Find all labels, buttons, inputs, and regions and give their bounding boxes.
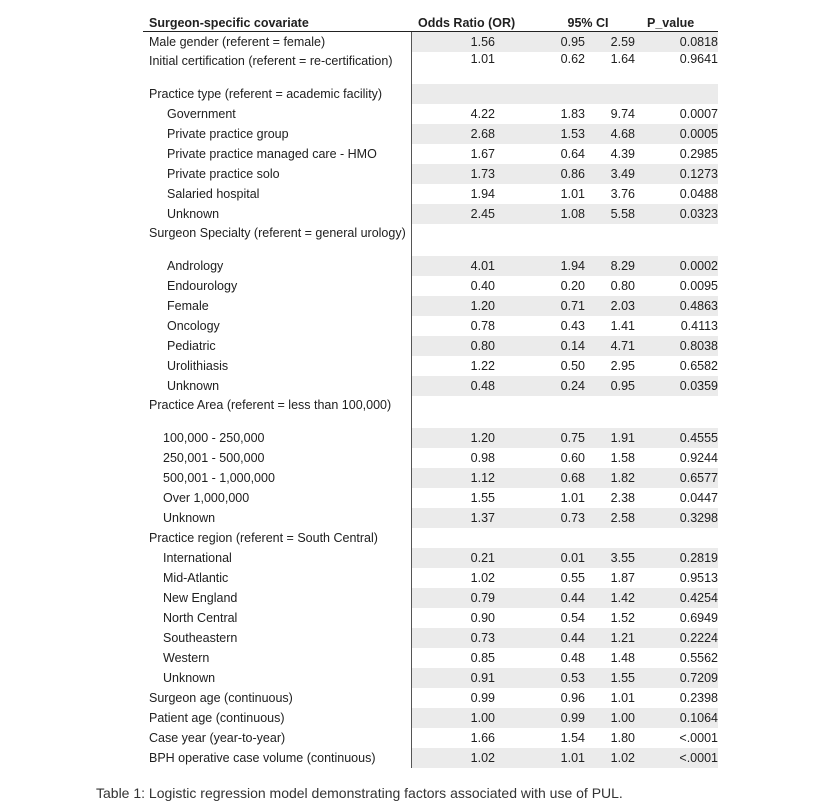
table-row [143,448,718,468]
ci-lower-cell: 0.01 [560,551,585,565]
p-value-cell [635,224,718,244]
odds-ratio-cell: 2.45 [470,207,495,221]
ci-lower-cell: 0.71 [560,299,585,313]
ci-upper-cell: 1.64 [610,52,635,66]
table-row [143,708,718,728]
ci-lower-cell: 0.95 [560,35,585,49]
table-row [143,164,718,184]
odds-ratio-cell: 0.85 [470,651,495,665]
table-row [143,588,718,608]
ci-upper-cell [585,224,635,244]
covariate-label: BPH operative case volume (continuous) [149,751,376,765]
p-value-cell [635,528,718,548]
p-value-cell: 0.4254 [679,591,718,605]
covariate-label: Southeastern [163,631,238,645]
ci-lower-cell: 0.64 [560,147,585,161]
ci-upper-cell: 1.80 [610,731,635,745]
odds-ratio-cell: 0.90 [470,611,495,625]
value-cells [412,488,718,508]
header-p-value: P_value [647,16,695,30]
covariate-label: Oncology [167,319,220,333]
table-body [143,32,718,768]
ci-lower-cell: 1.94 [560,259,585,273]
ci-lower-cell: 0.68 [560,471,585,485]
odds-ratio-cell: 0.80 [470,339,495,353]
p-value-cell: 0.0818 [679,35,718,49]
covariate-label: Initial certification (referent = re-certification) [149,54,393,68]
table-row [143,548,718,568]
value-cells [412,164,718,184]
ci-lower-cell: 0.60 [560,451,585,465]
covariate-label: Unknown [163,511,216,525]
ci-upper-cell: 1.82 [610,471,635,485]
value-cells [412,184,718,204]
table-row [143,528,718,548]
p-value-cell: 0.3298 [679,511,718,525]
table-row [143,468,718,488]
odds-ratio-cell: 1.12 [470,471,495,485]
table-row [143,184,718,204]
table-row [143,224,718,256]
ci-upper-cell: 3.76 [610,187,635,201]
ci-upper-cell: 1.87 [610,571,635,585]
value-cells [412,336,718,356]
ci-lower-cell: 1.83 [560,107,585,121]
ci-upper-cell: 2.58 [610,511,635,525]
regression-table [143,10,718,768]
covariate-label: Unknown [163,671,216,685]
value-cells [412,276,718,296]
p-value-cell: 0.0007 [679,107,718,121]
table-row [143,428,718,448]
ci-lower-cell: 0.48 [560,651,585,665]
value-cells [412,708,718,728]
value-cells [412,316,718,336]
value-cells [412,32,718,52]
covariate-label: 500,001 - 1,000,000 [163,471,275,485]
ci-lower-cell: 1.01 [560,187,585,201]
covariate-label: Case year (year-to-year) [149,731,286,745]
ci-upper-cell: 4.39 [610,147,635,161]
ci-lower-cell: 0.54 [560,611,585,625]
ci-upper-cell: 0.95 [610,379,635,393]
odds-ratio-cell: 1.00 [470,711,495,725]
table-row [143,648,718,668]
odds-ratio-cell: 0.91 [470,671,495,685]
covariate-label: Government [167,107,236,121]
p-value-cell: 0.9641 [679,52,718,66]
value-cells [412,224,718,244]
odds-ratio-cell [412,528,495,548]
table-row [143,748,718,768]
table-row [143,668,718,688]
ci-upper-cell [585,528,635,548]
p-value-cell: 0.6577 [679,471,718,485]
table-row [143,276,718,296]
ci-upper-cell: 2.03 [610,299,635,313]
p-value-cell: 0.5562 [679,651,718,665]
ci-upper-cell: 1.58 [610,451,635,465]
value-cells [412,428,718,448]
table-row [143,396,718,428]
value-cells [412,448,718,468]
table-row [143,144,718,164]
value-cells [412,648,718,668]
odds-ratio-cell: 1.94 [470,187,495,201]
covariate-label: Andrology [167,259,224,273]
covariate-label: Unknown [167,207,220,221]
ci-upper-cell: 4.71 [610,339,635,353]
p-value-cell: 0.4113 [680,319,718,333]
ci-lower-cell: 0.62 [560,52,585,66]
ci-lower-cell [495,84,585,104]
value-cells [412,668,718,688]
odds-ratio-cell: 1.02 [470,751,495,765]
ci-lower-cell: 0.96 [560,691,585,705]
value-cells [412,688,718,708]
ci-lower-cell: 1.08 [560,207,585,221]
ci-upper-cell: 1.52 [610,611,635,625]
ci-lower-cell: 1.01 [560,491,585,505]
table-row [143,84,718,104]
ci-upper-cell: 4.68 [610,127,635,141]
ci-lower-cell: 0.53 [560,671,585,685]
covariate-label: Unknown [167,379,220,393]
ci-upper-cell: 1.41 [610,319,635,333]
p-value-cell: 0.7209 [679,671,718,685]
value-cells [412,52,718,72]
covariate-label: Salaried hospital [167,187,260,201]
p-value-cell: 0.1273 [679,167,718,181]
odds-ratio-cell: 0.21 [470,551,495,565]
ci-upper-cell: 1.55 [610,671,635,685]
ci-lower-cell: 1.53 [560,127,585,141]
ci-upper-cell: 1.00 [610,711,635,725]
covariate-label: Mid-Atlantic [163,571,229,585]
ci-lower-cell: 0.73 [560,511,585,525]
table-caption: Table 1: Logistic regression model demonstrating factors associated with use of PUL. [96,785,623,801]
value-cells [412,468,718,488]
header-covariate: Surgeon-specific covariate [149,16,309,30]
p-value-cell: 0.2398 [679,691,718,705]
ci-upper-cell: 2.59 [610,35,635,49]
table-row [143,336,718,356]
p-value-cell: 0.0323 [679,207,718,221]
covariate-label: Surgeon Specialty (referent = general urology) [149,226,406,240]
odds-ratio-cell: 1.02 [470,571,495,585]
covariate-label: Practice region (referent = South Central) [149,531,378,545]
odds-ratio-cell: 1.20 [470,299,495,313]
table-row [143,728,718,748]
ci-upper-cell: 8.29 [610,259,635,273]
p-value-cell: 0.0488 [679,187,718,201]
ci-lower-cell: 1.01 [560,751,585,765]
table-row [143,608,718,628]
odds-ratio-cell: 1.20 [470,431,495,445]
ci-upper-cell: 1.48 [610,651,635,665]
p-value-cell [635,396,718,416]
ci-upper-cell: 1.91 [610,431,635,445]
value-cells [412,396,718,416]
odds-ratio-cell [412,396,495,416]
covariate-label: Surgeon age (continuous) [149,691,293,705]
p-value-cell [635,84,718,104]
value-cells [412,84,718,104]
ci-upper-cell: 1.42 [610,591,635,605]
table-row [143,488,718,508]
table-row [143,256,718,276]
covariate-label: 100,000 - 250,000 [163,431,265,445]
value-cells [412,608,718,628]
value-cells [412,376,718,396]
covariate-label: International [163,551,232,565]
ci-lower-cell: 0.86 [560,167,585,181]
covariate-label: Private practice solo [167,167,280,181]
p-value-cell: 0.1064 [679,711,718,725]
ci-lower-cell [495,396,585,416]
table-row [143,204,718,224]
odds-ratio-cell: 1.22 [470,359,495,373]
covariate-label: Western [163,651,210,665]
odds-ratio-cell: 0.73 [470,631,495,645]
ci-lower-cell: 0.24 [560,379,585,393]
p-value-cell: 0.2985 [679,147,718,161]
p-value-cell: 0.0002 [679,259,718,273]
p-value-cell: 0.4555 [679,431,718,445]
p-value-cell: 0.9244 [679,451,718,465]
p-value-cell: 0.0359 [679,379,718,393]
ci-lower-cell: 0.44 [560,591,585,605]
ci-upper-cell: 2.95 [610,359,635,373]
value-cells [412,748,718,768]
ci-lower-cell: 0.44 [560,631,585,645]
value-cells [412,508,718,528]
odds-ratio-cell: 2.68 [470,127,495,141]
ci-lower-cell [495,224,585,244]
odds-ratio-cell: 1.56 [470,35,495,49]
p-value-cell: 0.0447 [679,491,718,505]
odds-ratio-cell: 0.79 [470,591,495,605]
table-row [143,124,718,144]
odds-ratio-cell: 1.66 [470,731,495,745]
value-cells [412,296,718,316]
odds-ratio-cell: 1.55 [470,491,495,505]
ci-lower-cell: 0.50 [560,359,585,373]
ci-upper-cell: 1.01 [610,691,635,705]
odds-ratio-cell: 1.73 [470,167,495,181]
ci-lower-cell [495,528,585,548]
table-row [143,296,718,316]
odds-ratio-cell: 0.98 [470,451,495,465]
value-cells [412,144,718,164]
ci-upper-cell: 3.55 [610,551,635,565]
covariate-label: Patient age (continuous) [149,711,285,725]
p-value-cell: 0.8038 [679,339,718,353]
ci-upper-cell: 2.38 [610,491,635,505]
odds-ratio-cell: 4.22 [470,107,495,121]
odds-ratio-cell: 0.99 [470,691,495,705]
odds-ratio-cell: 0.78 [470,319,495,333]
odds-ratio-cell: 0.40 [470,279,495,293]
covariate-label: Female [167,299,209,313]
ci-lower-cell: 0.99 [560,711,585,725]
value-cells [412,124,718,144]
value-cells [412,548,718,568]
p-value-cell: 0.0095 [679,279,718,293]
p-value-cell: 0.2224 [679,631,718,645]
p-value-cell: 0.6949 [679,611,718,625]
table-row [143,568,718,588]
table-row [143,628,718,648]
covariate-label: Private practice managed care - HMO [167,147,377,161]
p-value-cell: 0.0005 [679,127,718,141]
value-cells [412,356,718,376]
ci-upper-cell: 1.02 [610,751,635,765]
covariate-label: Over 1,000,000 [163,491,250,505]
ci-upper-cell [585,84,635,104]
ci-upper-cell: 5.58 [610,207,635,221]
covariate-label: New England [163,591,238,605]
ci-lower-cell: 0.14 [560,339,585,353]
table-row [143,688,718,708]
ci-upper-cell: 3.49 [610,167,635,181]
value-cells [412,204,718,224]
odds-ratio-cell: 4.01 [470,259,495,273]
covariate-label: Private practice group [167,127,289,141]
ci-lower-cell: 0.20 [560,279,585,293]
ci-upper-cell [585,396,635,416]
value-cells [412,528,718,548]
odds-ratio-cell: 1.37 [470,511,495,525]
odds-ratio-cell: 0.48 [470,379,495,393]
value-cells [412,628,718,648]
ci-upper-cell: 1.21 [610,631,635,645]
value-cells [412,568,718,588]
covariate-label: Male gender (referent = female) [149,35,326,49]
p-value-cell: <.0001 [679,731,718,745]
header-ci: 95% CI [567,16,609,30]
odds-ratio-cell [412,224,495,244]
table-row [143,32,718,52]
covariate-label: North Central [163,611,238,625]
covariate-label: Practice type (referent = academic facility) [149,87,383,101]
table-row [143,376,718,396]
odds-ratio-cell: 1.67 [470,147,495,161]
p-value-cell: 0.2819 [679,551,718,565]
value-cells [412,104,718,124]
table-row [143,316,718,336]
odds-ratio-cell: 1.01 [470,52,495,66]
value-cells [412,256,718,276]
p-value-cell: 0.9513 [679,571,718,585]
table-row [143,52,718,84]
value-cells [412,588,718,608]
table-row [143,104,718,124]
covariate-label: 250,001 - 500,000 [163,451,265,465]
p-value-cell: 0.4863 [679,299,718,313]
ci-upper-cell: 0.80 [610,279,635,293]
p-value-cell: <.0001 [679,751,718,765]
ci-lower-cell: 0.75 [560,431,585,445]
covariate-label: Endourology [167,279,238,293]
value-cells [412,728,718,748]
covariate-label: Practice Area (referent = less than 100,000) [149,398,392,412]
ci-upper-cell: 9.74 [610,107,635,121]
odds-ratio-cell [412,84,495,104]
ci-lower-cell: 0.43 [560,319,585,333]
covariate-label: Urolithiasis [167,359,229,373]
table-row [143,356,718,376]
p-value-cell: 0.6582 [679,359,718,373]
ci-lower-cell: 1.54 [560,731,585,745]
table-row [143,508,718,528]
covariate-label: Pediatric [167,339,216,353]
table-header [143,10,718,32]
ci-lower-cell: 0.55 [560,571,585,585]
header-odds-ratio: Odds Ratio (OR) [418,16,516,30]
